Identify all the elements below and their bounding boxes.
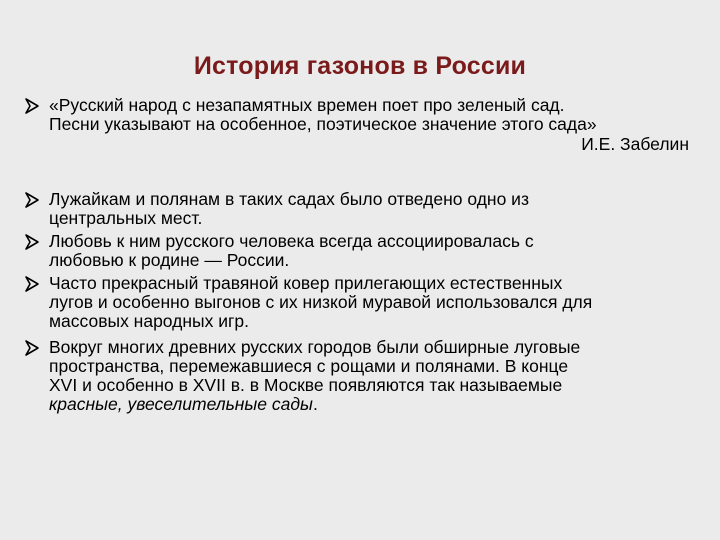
bullet-3-line-2: лугов и особенно выгонов с их низкой муравой использовался для bbox=[49, 292, 593, 312]
bullet-3-line-3: массовых народных игр. bbox=[49, 311, 249, 331]
arrow-bullet-icon bbox=[24, 275, 40, 293]
bullet-4-line-3: XVI и особенно в XVII в. в Москве появляются так называемые bbox=[49, 375, 563, 395]
bullet-4-line-2: пространства, перемежавшиеся с рощами и полянами. В конце bbox=[49, 356, 569, 376]
bullet-3-text bbox=[49, 274, 689, 331]
bullet-1-text bbox=[49, 190, 689, 228]
quote-text bbox=[49, 96, 689, 154]
italic-term-krasnye: красные bbox=[49, 394, 118, 414]
bullet-4-text bbox=[49, 338, 689, 414]
quote-line-1: «Русский народ с незапамятных времен поет про зеленый сад. bbox=[49, 95, 565, 115]
arrow-bullet-icon bbox=[24, 339, 40, 357]
bullet-3-line-1: Часто прекрасный травяной ковер прилегающих естественных bbox=[49, 273, 563, 293]
arrow-bullet-icon bbox=[24, 97, 40, 115]
slide-title bbox=[0, 52, 720, 81]
line-end-period: . bbox=[312, 394, 318, 414]
italic-separator: , bbox=[117, 394, 128, 414]
bullet-4-line-1: Вокруг многих древних русских городов были обширные луговые bbox=[49, 337, 581, 357]
bullet-1-line-1: Лужайкам и полянам в таких садах было отведено одно из bbox=[49, 189, 529, 209]
bullet-4-line-4 bbox=[49, 395, 689, 414]
italic-term-uveselitelnye: увеселительные сады bbox=[127, 394, 313, 414]
bullet-2-line-1: Любовь к ним русского человека всегда ассоциировалась с bbox=[49, 231, 534, 251]
arrow-bullet-icon bbox=[24, 191, 40, 209]
slide-title-text: История газонов в России bbox=[193, 52, 527, 80]
quote-line-2: Песни указывают на особенное, поэтическое значение этого сада» bbox=[49, 114, 597, 134]
bullet-2-text bbox=[49, 232, 689, 270]
bullet-2-line-2: любовью к родине — России. bbox=[49, 250, 290, 270]
quote-author: И.Е. Забелин bbox=[581, 134, 689, 154]
arrow-bullet-icon bbox=[24, 233, 40, 251]
bullet-1-line-2: центральных мест. bbox=[49, 208, 203, 228]
